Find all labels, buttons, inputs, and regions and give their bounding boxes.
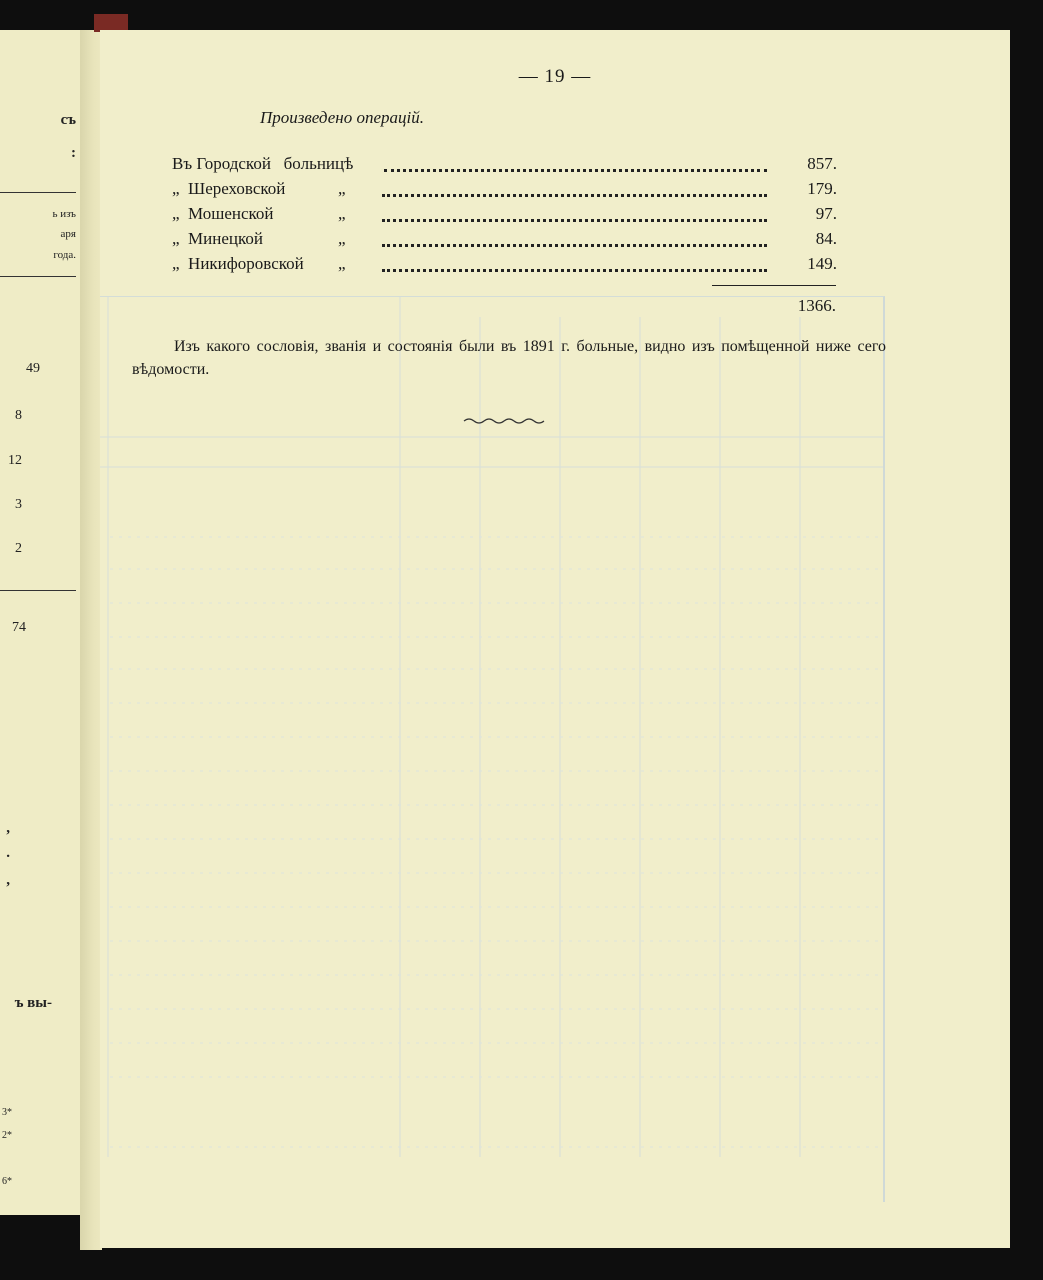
left-fragment: ъ вы- bbox=[14, 995, 52, 1011]
left-fragment: года. bbox=[53, 249, 76, 261]
operation-count: 857. bbox=[807, 154, 837, 173]
operation-row bbox=[172, 254, 837, 278]
total-rule bbox=[712, 285, 836, 286]
operation-row bbox=[172, 229, 837, 253]
operation-count: 149. bbox=[807, 254, 837, 273]
ditto-mark: „ bbox=[338, 204, 346, 223]
ditto-mark: „ bbox=[338, 179, 346, 198]
left-fragment: 49 bbox=[26, 361, 40, 376]
body-paragraph: Изъ какого сословія, званія и состоянія были въ 1891 г. больные, видно изъ помѣщенной ниже сего вѣдомости. bbox=[132, 338, 886, 378]
left-fragment: 2 bbox=[15, 541, 22, 556]
operation-row bbox=[172, 179, 837, 203]
left-fragment: 6* bbox=[2, 1176, 12, 1187]
left-rule bbox=[0, 192, 76, 193]
show-through-table bbox=[100, 296, 885, 1202]
hospital-name: „ Шереховской bbox=[172, 179, 286, 198]
operation-count: 179. bbox=[807, 179, 837, 198]
operation-row bbox=[172, 204, 837, 228]
left-fragment: 74 bbox=[12, 620, 26, 635]
section-heading: Произведено операцій. bbox=[260, 108, 424, 127]
page-number: — 19 — bbox=[518, 66, 592, 87]
leader-dots bbox=[384, 169, 767, 172]
left-fragment: съ bbox=[60, 112, 76, 128]
left-fragment: 3 bbox=[15, 497, 22, 512]
left-fragment: 12 bbox=[8, 453, 22, 468]
hospital-name: Въ Городской больницѣ bbox=[172, 154, 354, 173]
ornament-divider bbox=[462, 416, 546, 426]
hospital-name: „ Минецкой bbox=[172, 229, 263, 248]
left-rule bbox=[0, 590, 76, 591]
leader-dots bbox=[382, 269, 767, 272]
left-fragment: , bbox=[6, 820, 10, 836]
operations-total: 1366. bbox=[797, 296, 836, 315]
operation-count: 84. bbox=[815, 229, 837, 248]
left-fragment: 3* bbox=[2, 1107, 12, 1118]
left-fragment: 8 bbox=[15, 408, 22, 423]
left-rule bbox=[0, 276, 76, 277]
book-spine bbox=[80, 30, 102, 1250]
left-fragment: . bbox=[6, 845, 10, 861]
ditto-mark: „ bbox=[338, 229, 346, 248]
left-fragment: ь изъ bbox=[52, 208, 76, 220]
left-fragment: 2* bbox=[2, 1130, 12, 1141]
left-fragment: аря bbox=[60, 228, 76, 240]
ditto-mark: „ bbox=[338, 254, 346, 273]
leader-dots bbox=[382, 244, 767, 247]
left-fragment: : bbox=[71, 145, 76, 161]
left-page-edge bbox=[0, 30, 80, 1215]
hospital-name: „ Мошенской bbox=[172, 204, 274, 223]
show-through-grid bbox=[100, 297, 883, 1202]
leader-dots bbox=[382, 194, 767, 197]
document-page bbox=[100, 30, 1010, 1248]
operation-row bbox=[172, 154, 837, 178]
operation-count: 97. bbox=[815, 204, 837, 223]
leader-dots bbox=[382, 219, 767, 222]
hospital-name: „ Никифоровской bbox=[172, 254, 304, 273]
left-fragment: , bbox=[6, 872, 10, 888]
